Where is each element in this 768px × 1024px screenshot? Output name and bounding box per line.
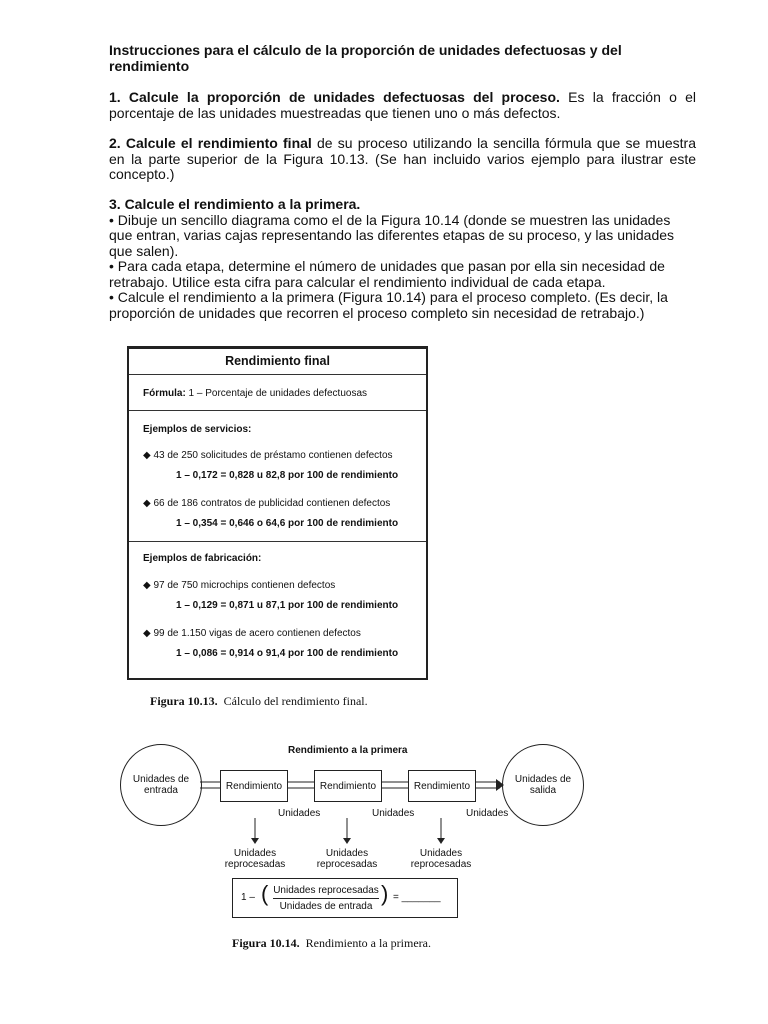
figure1-caption [150, 694, 368, 709]
paren-left: ( [261, 881, 269, 906]
figure1-divider [129, 410, 426, 411]
service-example-1: ◆ 43 de 250 solicitudes de préstamo contienen defectos [143, 450, 393, 461]
step1-title: 1. Calcule la proporción de unidades defectuosas del proceso. [109, 89, 560, 105]
formula-label: Fórmula: [143, 388, 186, 399]
stage-box-3: Rendimiento [408, 770, 476, 802]
step2-text: de su proceso utilizando la sencilla fórmula que se muestra en la parte superior de la Figura 10.13. (Se han incluido varios ejemplo para ilustrar este concepto.) [109, 135, 697, 182]
fraction-bar [273, 898, 379, 899]
figure2-caption-text: Rendimiento a la primera. [305, 936, 431, 950]
reprocessed-units-3: Unidades reprocesadas [410, 848, 472, 870]
manufacturing-calc-1: 1 – 0,129 = 0,871 u 87,1 por 100 de rendimiento [176, 600, 399, 611]
service-calc-1: 1 – 0,172 = 0,828 u 82,8 por 100 de rendimiento [176, 470, 399, 481]
manufacturing-example-1: ◆ 97 de 750 microchips contienen defectos [143, 580, 336, 591]
service-calc-2: 1 – 0,354 = 0,646 o 64,6 por 100 de rendimiento [176, 518, 399, 529]
units-label-3: Unidades [466, 808, 509, 819]
services-label: Ejemplos de servicios: [143, 424, 252, 435]
figure1-divider [129, 374, 426, 375]
service-example-2: ◆ 66 de 186 contratos de publicidad contienen defectos [143, 498, 391, 509]
step3-bullet-3: • Calcule el rendimiento a la primera (Figura 10.14) para el proceso completo. (Es decir, la proporción de unidades que recorren el proceso completo sin necesidad de retrabajo.) [109, 289, 668, 321]
input-units-circle: Unidades de entrada [120, 744, 202, 826]
step1-text: Es la fracción o el porcentaje de las unidades muestreadas que tienen uno o más defectos. [109, 89, 696, 121]
document-heading: Instrucciones para el cálculo de la proporción de unidades defectuosas y del rendimiento [109, 42, 622, 74]
figure1-title: Rendimiento final [225, 354, 330, 368]
manufacturing-label: Ejemplos de fabricación: [143, 553, 262, 564]
reprocessed-units-1: Unidades reprocesadas [224, 848, 286, 870]
figure2-caption [232, 936, 431, 951]
output-units-circle: Unidades de salida [502, 744, 584, 826]
first-pass-yield-formula [232, 878, 458, 918]
figure1-caption-text: Cálculo del rendimiento final. [223, 694, 368, 708]
figure1-divider [129, 541, 426, 542]
step3-title: 3. Calcule el rendimiento a la primera. [109, 196, 361, 212]
paren-right: ) [381, 881, 389, 906]
formula-numerator: Unidades reprocesadas [273, 885, 379, 896]
manufacturing-calc-2: 1 – 0,086 = 0,914 o 91,4 por 100 de rendimiento [176, 648, 399, 659]
formula-prefix: 1 – [241, 892, 255, 903]
step2-title: 2. Calcule el rendimiento final [109, 135, 312, 151]
step3-bullet-2: • Para cada etapa, determine el número de unidades que pasan por ella sin necesidad de retrabajo. Utilice esta cifra para calcular el rendimiento individual de cada etapa. [109, 258, 665, 290]
figure2-title: Rendimiento a la primera [288, 745, 408, 756]
step2-paragraph [109, 136, 696, 183]
stage-box-1: Rendimiento [220, 770, 288, 802]
step3-section [109, 197, 696, 321]
reprocessed-units-2: Unidades reprocesadas [316, 848, 378, 870]
formula-result: = _______ [393, 892, 441, 903]
units-label-2: Unidades [372, 808, 415, 819]
step3-bullet-1: • Dibuje un sencillo diagrama como el de la Figura 10.14 (donde se muestren las unidades que entran, varias cajas representando las diferentes etapas de su proceso, y las unidades que salen). [109, 211, 675, 259]
figure2-caption-number: Figura 10.14. [232, 936, 300, 950]
units-label-1: Unidades [278, 808, 321, 819]
figure1-box [127, 346, 428, 680]
manufacturing-example-2: ◆ 99 de 1.150 vigas de acero contienen defectos [143, 628, 361, 639]
figure1-caption-number: Figura 10.13. [150, 694, 218, 708]
formula-text: 1 – Porcentaje de unidades defectuosas [185, 388, 368, 399]
step1-paragraph [109, 90, 696, 121]
stage-box-2: Rendimiento [314, 770, 382, 802]
formula-denominator: Unidades de entrada [279, 901, 373, 912]
figure1-formula [143, 388, 418, 399]
